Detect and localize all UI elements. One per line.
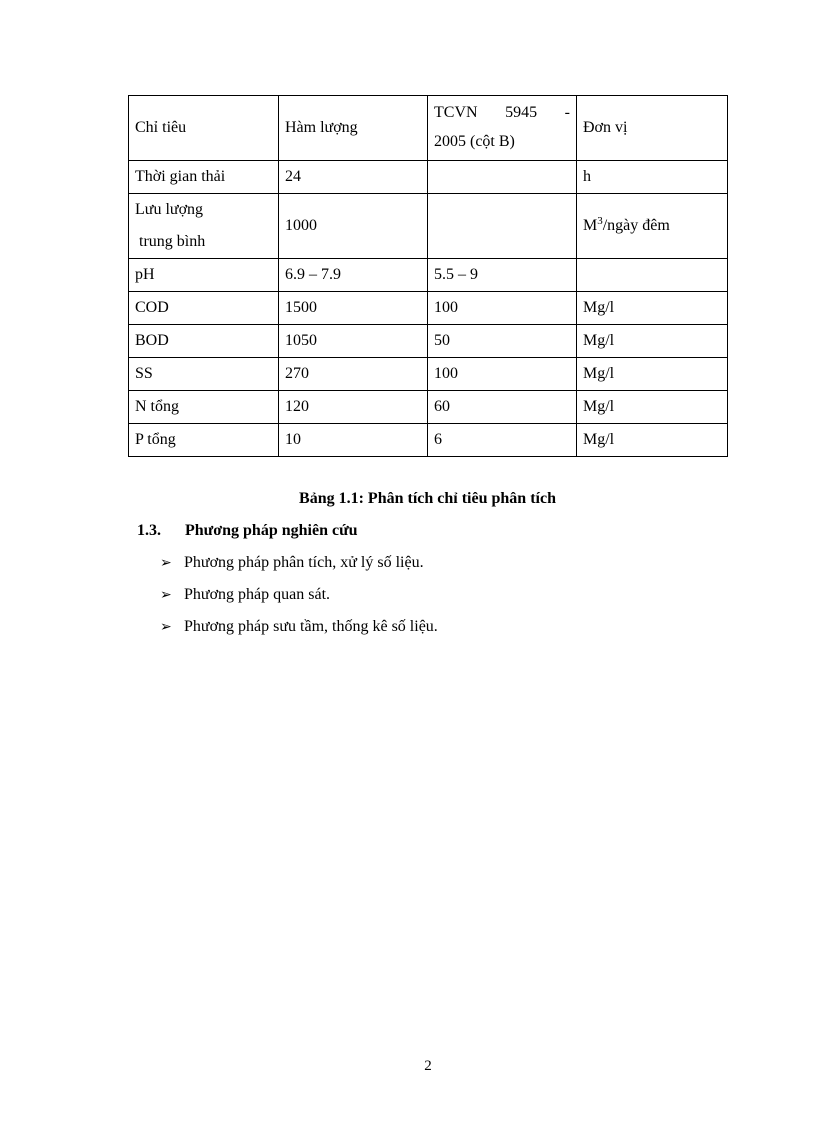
- cell-standard: 100: [428, 292, 577, 325]
- cell-criterion: [129, 194, 279, 259]
- header-criterion: Chỉ tiêu: [129, 96, 279, 161]
- table-row: [129, 161, 728, 194]
- cell-content: 270: [279, 358, 428, 391]
- cell-criterion: N tổng: [129, 391, 279, 424]
- page-number: 2: [424, 1058, 432, 1074]
- table-row: [129, 194, 728, 259]
- section-heading: [137, 520, 358, 542]
- cell-criterion: pH: [129, 259, 279, 292]
- list-item-text: Phương pháp quan sát.: [184, 586, 331, 603]
- cell-unit: Mg/l: [577, 292, 728, 325]
- cell-criterion-line2: trung bình: [139, 233, 206, 250]
- section-number: 1.3.: [137, 522, 161, 539]
- list-item: [160, 584, 438, 616]
- cell-standard: 60: [428, 391, 577, 424]
- list-item: [160, 616, 438, 648]
- table-header-row: [129, 96, 728, 161]
- cell-unit: h: [577, 161, 728, 194]
- section-title: Phương pháp nghiên cứu: [185, 522, 358, 539]
- cell-content: 1500: [279, 292, 428, 325]
- header-standard-number: 5945: [505, 104, 538, 121]
- header-content: Hàm lượng: [279, 96, 428, 161]
- arrow-right-icon: ➢: [160, 555, 172, 571]
- cell-criterion: P tổng: [129, 424, 279, 457]
- cell-content: 24: [279, 161, 428, 194]
- cell-standard: 6: [428, 424, 577, 457]
- unit-base: M: [583, 217, 598, 234]
- table-row: [129, 259, 728, 292]
- analysis-table: [128, 95, 728, 457]
- table-caption: Bảng 1.1: Phân tích chỉ tiêu phân tích: [299, 490, 556, 507]
- list-item-text: Phương pháp sưu tầm, thống kê số liệu.: [184, 618, 438, 635]
- header-standard: [428, 96, 577, 161]
- cell-unit: [577, 194, 728, 259]
- cell-standard: 50: [428, 325, 577, 358]
- header-standard-code: TCVN: [434, 104, 478, 121]
- cell-content: 120: [279, 391, 428, 424]
- cell-content: 10: [279, 424, 428, 457]
- header-standard-dash: -: [564, 104, 570, 121]
- method-list: [160, 552, 438, 648]
- cell-unit: [577, 259, 728, 292]
- unit-rest: /ngày đêm: [602, 217, 670, 234]
- cell-criterion: BOD: [129, 325, 279, 358]
- cell-standard: 5.5 – 9: [428, 259, 577, 292]
- cell-criterion: Thời gian thải: [129, 161, 279, 194]
- cell-unit: Mg/l: [577, 325, 728, 358]
- cell-criterion-line1: Lưu lượng: [135, 201, 204, 218]
- cell-criterion: COD: [129, 292, 279, 325]
- table-row: [129, 325, 728, 358]
- cell-criterion: SS: [129, 358, 279, 391]
- header-standard-year: 2005 (cột B): [434, 133, 515, 150]
- list-item: [160, 552, 438, 584]
- cell-unit: Mg/l: [577, 391, 728, 424]
- table-row: [129, 292, 728, 325]
- cell-standard: [428, 161, 577, 194]
- cell-content: 1000: [279, 194, 428, 259]
- unit-superscript: 3: [597, 215, 603, 227]
- cell-content: 1050: [279, 325, 428, 358]
- cell-unit: Mg/l: [577, 358, 728, 391]
- cell-standard: 100: [428, 358, 577, 391]
- cell-unit: Mg/l: [577, 424, 728, 457]
- cell-standard: [428, 194, 577, 259]
- header-unit: Đơn vị: [577, 96, 728, 161]
- table-row: [129, 424, 728, 457]
- table-row: [129, 358, 728, 391]
- table-row: [129, 391, 728, 424]
- arrow-right-icon: ➢: [160, 587, 172, 603]
- arrow-right-icon: ➢: [160, 619, 172, 635]
- cell-content: 6.9 – 7.9: [279, 259, 428, 292]
- list-item-text: Phương pháp phân tích, xử lý số liệu.: [184, 554, 424, 571]
